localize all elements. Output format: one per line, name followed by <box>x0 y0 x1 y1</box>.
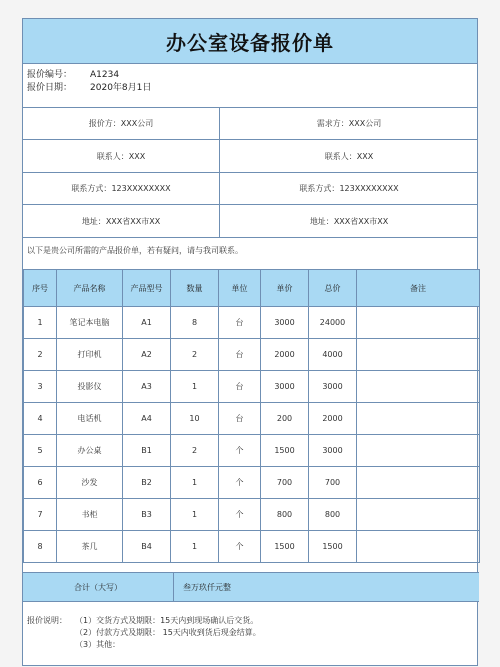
cell-product-name: 笔记本电脑 <box>57 307 123 339</box>
cell-remarks <box>357 499 480 531</box>
cell-total-price: 4000 <box>309 339 357 371</box>
table-row <box>24 403 480 435</box>
cell-quantity: 2 <box>171 339 219 371</box>
cell-unit-price: 2000 <box>261 339 309 371</box>
cell-remarks <box>357 339 480 371</box>
intro-note: 以下是贵公司所需的产品报价单，若有疑问，请与我司联系。 <box>27 246 243 255</box>
header-total-price: 总价 <box>309 270 357 307</box>
header-remarks: 备注 <box>357 270 480 307</box>
terms-section <box>27 615 261 651</box>
header-model: 产品型号 <box>123 270 171 307</box>
cell-unit-price: 3000 <box>261 371 309 403</box>
cell-quantity: 2 <box>171 435 219 467</box>
cell-model: B4 <box>123 531 171 563</box>
cell-model: B1 <box>123 435 171 467</box>
cell-unit: 个 <box>219 531 261 563</box>
cell-index: 1 <box>24 307 57 339</box>
cell-index: 5 <box>24 435 57 467</box>
header-quantity: 数量 <box>171 270 219 307</box>
document-title: 办公室设备报价单 <box>166 30 334 55</box>
cell-unit-price: 1500 <box>261 531 309 563</box>
total-value: 叁万玖仟元整 <box>183 582 231 592</box>
quote-number-label: 报价编号： <box>27 70 73 80</box>
total-label: 合计（大写） <box>74 582 122 592</box>
quote-date-label: 报价日期： <box>27 83 73 93</box>
cell-index: 3 <box>24 371 57 403</box>
cell-product-name: 投影仪 <box>57 371 123 403</box>
terms-row-3 <box>27 639 261 651</box>
quote-date-row <box>27 82 151 95</box>
cell-total-price: 800 <box>309 499 357 531</box>
quoter-name: 报价方： XXX公司 <box>88 118 154 128</box>
cell-quantity: 1 <box>171 499 219 531</box>
cell-model: A1 <box>123 307 171 339</box>
terms-row-2 <box>27 627 261 639</box>
cell-product-name: 书柜 <box>57 499 123 531</box>
cell-remarks <box>357 435 480 467</box>
terms-label: 报价说明： <box>27 616 67 625</box>
table-row <box>24 339 480 371</box>
quoter-contact: 联系人： XXX <box>96 151 146 161</box>
cell-index: 6 <box>24 467 57 499</box>
cell-unit-price: 3000 <box>261 307 309 339</box>
cell-unit: 个 <box>219 435 261 467</box>
header-index: 序号 <box>24 270 57 307</box>
table-row <box>24 499 480 531</box>
cell-total-price: 2000 <box>309 403 357 435</box>
cell-total-price: 1500 <box>309 531 357 563</box>
client-contact: 联系人： XXX <box>324 151 374 161</box>
cell-remarks <box>357 307 480 339</box>
header-unit-price: 单价 <box>261 270 309 307</box>
cell-unit-price: 1500 <box>261 435 309 467</box>
cell-total-price: 3000 <box>309 435 357 467</box>
party-row-line-4 <box>23 237 477 238</box>
cell-product-name: 茶几 <box>57 531 123 563</box>
cell-product-name: 沙发 <box>57 467 123 499</box>
header-product-name: 产品名称 <box>57 270 123 307</box>
cell-quantity: 1 <box>171 371 219 403</box>
cell-unit: 台 <box>219 307 261 339</box>
cell-product-name: 打印机 <box>57 339 123 371</box>
cell-total-price: 24000 <box>309 307 357 339</box>
cell-model: A4 <box>123 403 171 435</box>
cell-index: 4 <box>24 403 57 435</box>
cell-quantity: 10 <box>171 403 219 435</box>
terms-row-1 <box>27 615 261 627</box>
quotation-sheet <box>22 18 478 666</box>
cell-unit-price: 700 <box>261 467 309 499</box>
total-divider <box>173 573 174 601</box>
cell-product-name: 办公桌 <box>57 435 123 467</box>
cell-unit: 台 <box>219 403 261 435</box>
cell-total-price: 3000 <box>309 371 357 403</box>
quoter-phone: 联系方式： 123XXXXXXXX <box>71 183 171 193</box>
terms-item: （2）付款方式及期限： 15天内收到货后现金结算。 <box>75 628 261 637</box>
header-unit: 单位 <box>219 270 261 307</box>
cell-index: 2 <box>24 339 57 371</box>
cell-unit: 个 <box>219 467 261 499</box>
cell-remarks <box>357 531 480 563</box>
client-name: 需求方： XXX公司 <box>316 118 382 128</box>
client-phone: 联系方式： 123XXXXXXXX <box>299 183 399 193</box>
quote-date-value: 2020年8月1日 <box>90 83 152 93</box>
cell-product-name: 电话机 <box>57 403 123 435</box>
quote-number-value: A1234 <box>90 70 120 80</box>
cell-unit-price: 800 <box>261 499 309 531</box>
party-grid <box>23 107 477 237</box>
cell-remarks <box>357 467 480 499</box>
cell-index: 8 <box>24 531 57 563</box>
client-address: 地址： XXX省XX市XX <box>309 216 389 226</box>
cell-index: 7 <box>24 499 57 531</box>
table-row <box>24 435 480 467</box>
table-row <box>24 467 480 499</box>
table-row <box>24 307 480 339</box>
items-table <box>23 269 480 563</box>
quote-meta <box>27 69 151 95</box>
total-row <box>23 572 479 602</box>
quoter-address: 地址： XXX省XX市XX <box>81 216 161 226</box>
cell-unit: 个 <box>219 499 261 531</box>
cell-quantity: 1 <box>171 531 219 563</box>
cell-remarks <box>357 403 480 435</box>
cell-quantity: 1 <box>171 467 219 499</box>
terms-item: （3）其他： <box>75 640 121 649</box>
cell-model: A3 <box>123 371 171 403</box>
table-header-row <box>24 270 480 307</box>
table-row <box>24 531 480 563</box>
title-band <box>23 19 477 64</box>
cell-remarks <box>357 371 480 403</box>
cell-model: B3 <box>123 499 171 531</box>
cell-unit: 台 <box>219 371 261 403</box>
quote-number-row <box>27 69 151 82</box>
table-row <box>24 371 480 403</box>
cell-unit-price: 200 <box>261 403 309 435</box>
cell-model: B2 <box>123 467 171 499</box>
cell-quantity: 8 <box>171 307 219 339</box>
terms-item: （1）交货方式及期限：15天内到现场确认后交货。 <box>75 616 259 625</box>
cell-unit: 台 <box>219 339 261 371</box>
cell-total-price: 700 <box>309 467 357 499</box>
cell-model: A2 <box>123 339 171 371</box>
